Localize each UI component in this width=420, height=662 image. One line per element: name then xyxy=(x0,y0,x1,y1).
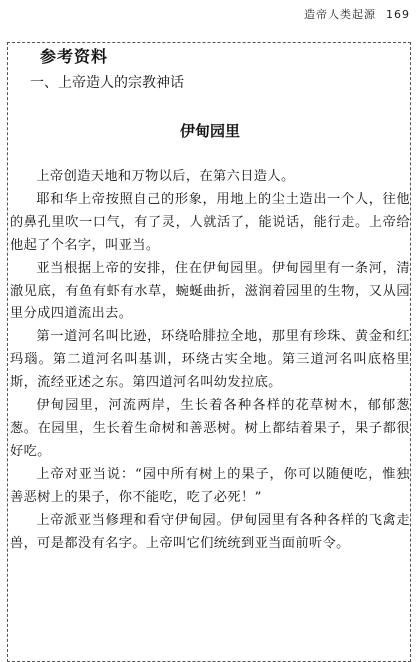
paragraph: 耶和华上帝按照自己的形象，用地上的尘土造出一个人，往他的鼻孔里吹一口气，有了灵，人就活了，能说话，能行走。上帝给他起了个名字，叫亚当。 xyxy=(10,191,410,253)
paragraph: 上帝创造天地和万物以后，在第六日造人。 xyxy=(36,169,295,184)
paragraph: 伊甸园里，河流两岸，生长着各种各样的花草树木，郁郁葱葱。在园里，生长着生命树和善恶树。树上都结着果子，果子都很好吃。 xyxy=(10,398,410,459)
paragraph: 上帝派亚当修理和看守伊甸园。伊甸园里有各种各样的飞禽走兽，可是都没有名字。上帝叫它们统统到亚当面前听令。 xyxy=(10,512,410,551)
page-number: 169 xyxy=(386,8,410,21)
running-header xyxy=(304,6,410,22)
section-subtitle: 一、上帝造人的宗教神话 xyxy=(30,75,184,91)
running-title: 造帝人类起源 xyxy=(304,8,376,21)
paragraph: 第一道河名叫比逊，环绕哈腓拉全地，那里有珍珠、黄金和红玛瑙。第二道河名叫基训，环绕古实全地。第三道河名叫底格里斯，流经亚述之东。第四道河名叫幼发拉底。 xyxy=(10,329,410,391)
chapter-title: 伊甸园里 xyxy=(179,122,240,140)
paragraph: 上帝对亚当说：“园中所有树上的果子，你可以随便吃，惟独善恶树上的果子，你不能吃，吃了必死！” xyxy=(10,466,410,505)
body-text xyxy=(10,166,410,555)
paragraph: 亚当根据上帝的安排，住在伊甸园里。伊甸园里有一条河，清澈见底，有鱼有虾有水草，蜿蜒曲折，滋润着园里的生物，又从园里分成四道流出去。 xyxy=(10,260,410,322)
section-title: 参考资料 xyxy=(40,47,109,66)
